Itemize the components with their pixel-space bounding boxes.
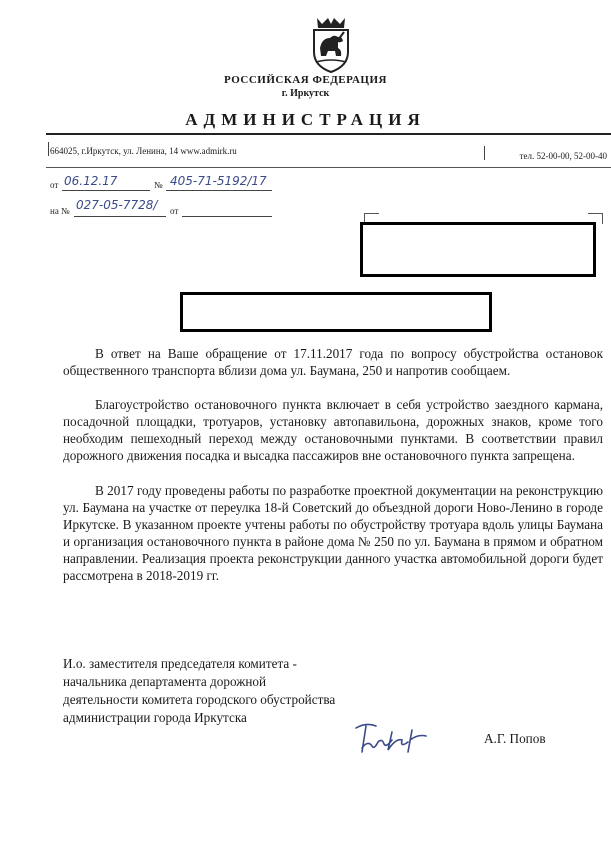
number-value: 405-71-5192/17 xyxy=(170,174,267,188)
signatory-name: А.Г. Попов xyxy=(484,731,546,746)
header-rule-bottom xyxy=(46,167,611,168)
ref-value: 027-05-7728/ xyxy=(76,198,158,212)
number-underline xyxy=(166,190,272,191)
date-value: 06.12.17 xyxy=(64,174,118,188)
body-paragraph-3: В 2017 году проведены работы по разработке проектной документации на реконструкцию ул. Баумана на участке от переулка 18-й Советский до объездной дороги Ново-Ленино в городе Иркутске. В указанном проекте учтены работы по обустройству тротуара вдоль улицы Баумана и организация остановочного пункта в районе дома № 250 по ул. Баумана в прямом и обратном направлении. Реализация проекта реконструкции данного участка автомобильной дороги будет рассмотрена в 2018-2019 гг. xyxy=(63,483,603,583)
body-paragraph-1: В ответ на Ваше обращение от 17.11.2017 года по вопросу обустройства остановок общественного транспорта вблизи дома ул. Баумана, 250 и напротив сообщаем. xyxy=(63,346,603,378)
number-label: № xyxy=(154,180,163,190)
address-line: 664025, г.Иркутск, ул. Ленина, 14 www.admirk.ru xyxy=(50,146,237,156)
date-underline xyxy=(62,190,150,191)
redacted-salutation-box xyxy=(180,292,492,332)
body-paragraph-2: Благоустройство остановочного пункта включает в себя устройство заездного кармана, посадочной площадки, тротуаров, установку автопавильона, дорожных знаков, кроме того необходим пешеходный переход между остановочными пунктами. В соответствии правил дорожного движения посадка и высадка пассажиров вне остановочного пункта запрещена. xyxy=(63,397,603,463)
city-title: г. Иркутск xyxy=(281,88,330,99)
handwritten-signature-icon xyxy=(352,718,432,758)
header-rule xyxy=(46,133,611,135)
ref-from-label: от xyxy=(170,206,179,216)
organization-title: АДМИНИСТРАЦИЯ xyxy=(185,110,426,129)
ref-underline xyxy=(74,216,166,217)
ref-from-underline xyxy=(182,216,272,217)
address-divider xyxy=(48,142,49,156)
ref-label: на № xyxy=(50,206,70,216)
phone-divider xyxy=(484,146,485,160)
date-label: от xyxy=(50,180,59,190)
city-coat-of-arms-icon xyxy=(308,14,354,74)
signatory-position: И.о. заместителя председателя комитета - начальника департамента дорожной деятельности комитета городского обустройства администрации города Иркутска xyxy=(63,656,336,725)
phone-line: тел. 52-00-00, 52-00-40 xyxy=(519,151,607,161)
country-title: РОССИЙСКАЯ ФЕДЕРАЦИЯ xyxy=(224,74,387,86)
redacted-recipient-box xyxy=(360,222,596,277)
